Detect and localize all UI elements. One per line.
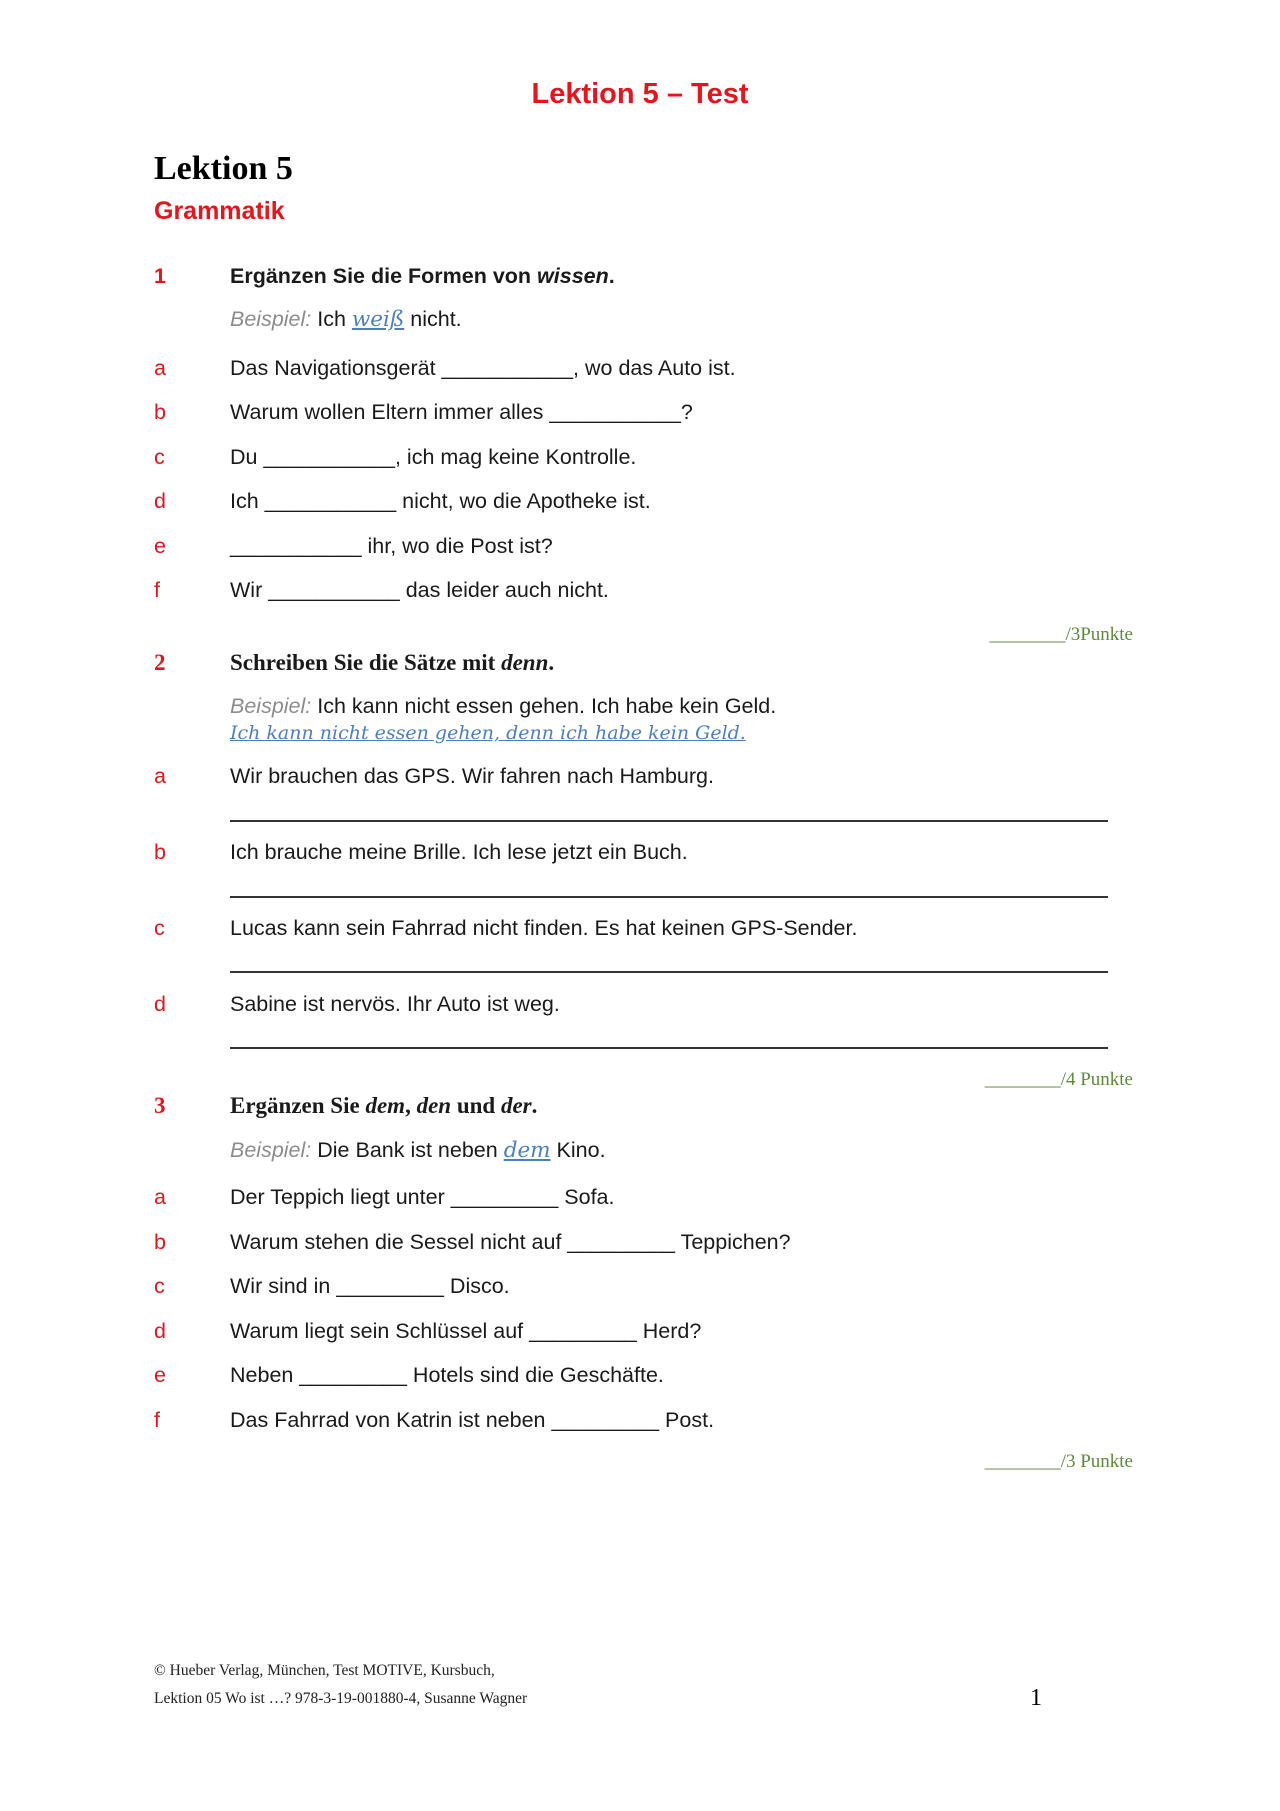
example-label: Beispiel: <box>230 1138 312 1162</box>
task-3-item-a: a Der Teppich liegt unter _________ Sofa. <box>154 1185 615 1209</box>
footer-publication: Lektion 05 Wo ist …? 978-3-19-001880-4, Susanne Wagner <box>154 1690 528 1707</box>
task-2-item-b: b Ich brauche meine Brille. Ich lese jetzt ein Buch. <box>154 840 688 864</box>
task-3-example: Beispiel: Die Bank ist neben dem Kino. <box>230 1138 606 1163</box>
task-1-item-b: b Warum wollen Eltern immer alles ___________? <box>154 400 693 424</box>
task-1-heading <box>154 264 1134 300</box>
lesson-title: Lektion 5 <box>154 150 293 187</box>
footer-copyright: © Hueber Verlag, München, Test MOTIVE, Kursbuch, <box>154 1662 495 1679</box>
task-1-item-a: a Das Navigationsgerät ___________, wo das Auto ist. <box>154 356 736 380</box>
task-instruction: Schreiben Sie die Sätze mit denn. <box>230 650 555 675</box>
handwritten-answer: dem <box>503 1138 551 1163</box>
example-label: Beispiel: <box>230 694 312 718</box>
task-1-score: ________/3Punkte <box>989 624 1133 645</box>
task-number: 2 <box>154 650 166 675</box>
task-3-item-e: e Neben _________ Hotels sind die Geschäfte. <box>154 1363 664 1387</box>
task-number: 3 <box>154 1093 166 1118</box>
task-2-item-d: d Sabine ist nervös. Ihr Auto ist weg. <box>154 992 560 1016</box>
task-number: 1 <box>154 264 166 288</box>
task-1-item-f: f Wir ___________ das leider auch nicht. <box>154 578 609 602</box>
task-1-item-e: e ___________ ihr, wo die Post ist? <box>154 534 553 558</box>
example-label: Beispiel: <box>230 307 312 331</box>
task-1-example: Beispiel: Ich weiß nicht. <box>230 307 462 332</box>
task-3-item-c: c Wir sind in _________ Disco. <box>154 1274 510 1298</box>
answer-line[interactable] <box>230 971 1108 973</box>
task-3-item-d: d Warum liegt sein Schlüssel auf _________ Herd? <box>154 1319 702 1343</box>
task-2-score: ________/4 Punkte <box>984 1069 1133 1090</box>
document-header-title: Lektion 5 – Test <box>531 78 749 110</box>
handwritten-example-answer: Ich kann nicht essen gehen, denn ich habe kein Geld. <box>230 722 746 744</box>
task-2-item-c: c Lucas kann sein Fahrrad nicht finden. Es hat keinen GPS-Sender. <box>154 916 858 940</box>
task-2-heading <box>154 650 1134 686</box>
task-3-score: ________/3 Punkte <box>984 1451 1133 1472</box>
task-2-item-a: a Wir brauchen das GPS. Wir fahren nach Hamburg. <box>154 764 714 788</box>
answer-line[interactable] <box>230 896 1108 898</box>
task-3-item-f: f Das Fahrrad von Katrin ist neben _________ Post. <box>154 1408 715 1432</box>
task-1-item-d: d Ich ___________ nicht, wo die Apotheke ist. <box>154 489 651 513</box>
task-3-item-b: b Warum stehen die Sessel nicht auf _________ Teppichen? <box>154 1230 791 1254</box>
page-number: 1 <box>1030 1685 1042 1711</box>
section-title: Grammatik <box>154 197 285 225</box>
task-3-heading <box>154 1093 1134 1129</box>
task-instruction: Ergänzen Sie die Formen von wissen. <box>230 264 615 288</box>
task-2-example: Beispiel: Ich kann nicht essen gehen. Ich habe kein Geld. <box>230 694 777 718</box>
task-1-item-c: c Du ___________, ich mag keine Kontrolle. <box>154 445 637 469</box>
task-instruction: Ergänzen Sie dem, den und der. <box>230 1093 538 1118</box>
answer-line[interactable] <box>230 1047 1108 1049</box>
answer-line[interactable] <box>230 820 1108 822</box>
handwritten-answer: weiß <box>351 307 405 332</box>
